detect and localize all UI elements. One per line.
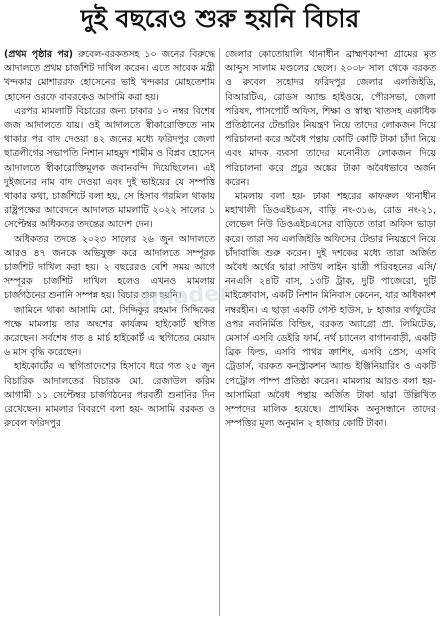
article-paragraph: মামলায় বলা হয়- ঢাকা শহরের কাফরুল থানাধীন মহাখালী ডিওএইচএস, বাড়ি নং-৩১৬, রোড নং-২১, লেভেল নিউ ডিওএইচএসের বাড়িতে তারা অফিস ভাড়া করে। তারা সব এলজিইডি অফিসের টেন্ডার নিয়ন্ত্রণে নিয়ে চাঁদাবাজি শুরু করেন। দুই দশকের মধ্যে তারা অর্জিত অবৈধ অর্থের দ্বারা সাউথ লাইন যাত্রী পরিবহনের এসি/ননএসি ২৪টি বাস, ১৩টি ট্রাক, দুটি পাজেরো, দুটি মাইক্রোবাস, একটি নিশান মিনিবাস কেনেন, যার অধিকাংশ নম্বরহীন। এ ছাড়া একটি গেস্ট হাউস, ৮ হাজার বর্গফুটের ওপর নবনির্মিত বিল্ডিং, বরকত অ্যাগ্রো প্রা. লিমিটেড, মেসার্স এসবি ডেইরি ফার্ম, নর্থ চ্যানেল বাগানবাড়ী, একটি ব্রিক ফিল্ড, এসবি পাথর ক্রাশিং, এসবি প্রেস, এসবি ট্রেডার্স, বরকত কনস্ট্রাকশন অ্যান্ড ইঞ্জিনিয়ারিং ও একটি পেট্রোল পাম্প প্রতিষ্ঠা করেন। মামলায় আরও বলা হয়- আসামিরা অবৈধ পন্থায় অর্জিত টাকা দ্বারা উল্লিখিত সম্পদের মালিক হয়েছে। প্রাথমিক অনুসন্ধানে তাদের সম্পত্তির মূল্য অনুমান ২ হাজার কোটি টাকা। xyxy=(225,191,436,430)
paragraph-text: রুবেল-বরকতসহ ১০ জনের বিরুদ্ধে আদালতে প্রথম চার্জশিট দাখিল করেন। এতে সাবেক মন্ত্রী খন্দকার মোশাররফ হোসেনের ভাই খন্দকার মোহতেশাম হোসেন ওরফে বাবরকেও আসামি করা হয়। xyxy=(4,49,215,103)
article-paragraph: জেলার কোতোয়ালি থানাধীন ব্রাহ্মণকান্দা গ্রামের মৃত আব্দুস সালাম মণ্ডলের ছেলে। ২০০৮ সাল থেকে বরকত ও রুবেল সহোদর ফরিদপুর জেলার এলজিইডি, বিআরটিএ, রোডস অ্যান্ড হাইওয়ে, পৌরসভা, জেলা পরিষদ, পাসপোর্ট অফিস, শিক্ষা ও স্বাস্থ্য খাতসহ একাধিক প্রতিষ্ঠানের টেন্ডারিং নিয়ন্ত্রণ নিয়ে তাদের লোকজন দিয়ে পরিচালনা করে অবৈধ পন্থায় কোটি কোটি টাকা চাঁদা নিয়ে এবং মাদক ব্যবসা তাদের মনোনীত লোকজন দিয়ে পরিচালনা করে প্রচুর অঙ্কের টাকা অবৈধভাবে অর্জন করেন। xyxy=(225,49,436,188)
article-column-right xyxy=(225,48,436,618)
article-paragraph: এরপর মামলাটি বিচারের জন্য ঢাকার ১০ নম্বর বিশেষ জজ আদালতে যায়। ওই আদালতে স্বীকারোক্তিতে নাম থাকার পর বাদ দেওয়া ৪২ জনের মধ্যে ফরিদপুর জেলা ছাত্রলীগের সভাপতি নিশান মাহমুদ শামীম ও বিপ্লব হোসেন আদালতে স্বীকারোক্তিমূলক জবানবন্দি দিয়েছিলেন। এই দুইজনের নাম বাদ দেওয়া এবং দুই ভাইয়ের যে সম্পত্তি থাকার কথা, চার্জশিটে বলা হয়, সে হিসাব গরমিল থাকায় রাষ্ট্রপক্ষের আবেদনে আদালত মামলাটি ২০২২ সালের ১ সেপ্টেম্বর অধিকতর তদন্তের আদেশ দেন। xyxy=(4,105,215,231)
continuation-marker: (প্রথম পৃষ্ঠার পর) xyxy=(4,49,74,60)
article-headline: দুই বছরেও শুরু হয়নি বিচার xyxy=(80,4,360,33)
watermark-logo: amader xyxy=(135,280,231,313)
article-column-left xyxy=(4,48,215,618)
article-paragraph: হাইকোর্টের এ স্থগিতাদেশের হিসাবে ধরে গত ২৫ জুন বিচারিক আদালতের বিচারক মো. রেজাউল করিম আগামী ১১ সেপ্টেম্বর চার্জগঠনের পরবর্তী শুনানির দিন রেখেছেন। মামলার বিবরণে বলা হয়- আসামি বরকত ও রুবেল ফরিদপুর xyxy=(4,361,215,430)
article-paragraph: জামিনে থাকা আসামি মো. সিদ্দিকুর রহমান সিদ্দিকের পক্ষে মামলায় তার অংশের কার্যক্রম হাইকোর্ট স্থগিত করেছেন। সর্বশেষ গত ৪ মার্চ হাইকোর্ট এ স্থগিতের মেয়াদ ৬ মাস বৃদ্ধি করেছেন। xyxy=(4,304,215,359)
column-divider xyxy=(219,48,220,616)
article-paragraph xyxy=(4,48,215,105)
article-paragraph: অধিকতর তদন্তে ২০২৩ সালের ২৬ জুন আদালতে আরও ৪৭ জনকে অভিযুক্ত করে আদালতে সম্পূরক চার্জশিট দাখিল করা হয়। ২ বছরেরও বেশি সময় আগে সম্পূরক চার্জশিট দাখিল হলেও এখনও মামলায় চার্জগঠনের শুনানি সম্পন্ন হয়। বিচার শুরু হয়নি। xyxy=(4,233,215,302)
